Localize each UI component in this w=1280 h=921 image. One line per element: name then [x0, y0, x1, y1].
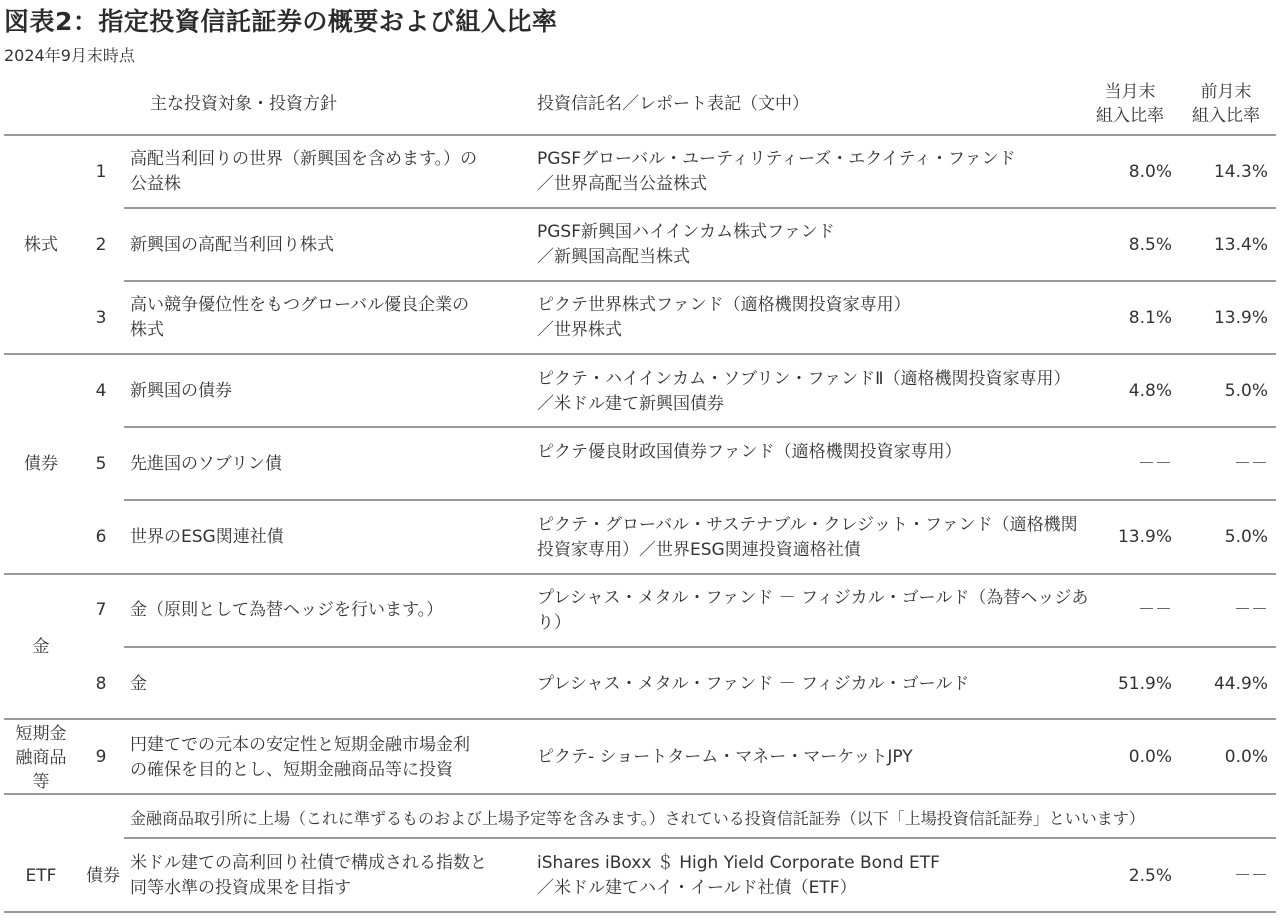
row-5-prev: －－ — [1234, 454, 1268, 474]
row-5-current: －－ — [1138, 454, 1172, 474]
row-7-prev: －－ — [1234, 600, 1268, 620]
row-9-prev: 0.0% — [1224, 747, 1268, 767]
row-2-fund-l2: ／新興国高配当株式 — [537, 247, 690, 267]
row-6-fund-l2: 投資家専用）／世界ESG関連投資適格社債 — [537, 540, 861, 560]
row-8-prev: 44.9% — [1213, 674, 1268, 694]
row-3-prev: 13.9% — [1213, 308, 1268, 328]
as-of-date: 2024年9月末時点 — [4, 46, 135, 65]
row-divider — [124, 207, 1276, 209]
row-4-no: 4 — [95, 381, 107, 401]
row-2-current: 8.5% — [1128, 235, 1172, 255]
row-2-target-l1: 新興国の高配当利回り株式 — [130, 235, 334, 255]
row-8-target-l1: 金 — [130, 674, 147, 694]
etf-fund-l1: iShares iBoxx ＄ High Yield Corporate Bond ETF — [537, 853, 940, 873]
row-4-prev: 5.0% — [1224, 381, 1268, 401]
row-5-fund-l1: ピクテ優良財政国債券ファンド（適格機関投資家専用） — [537, 442, 962, 462]
etf-fund-l2: ／米ドル建てハイ・イールド社債（ETF） — [537, 878, 857, 898]
table-bottom-border — [4, 911, 1276, 913]
row-9-no: 9 — [95, 747, 107, 767]
header-prev-l1: 前月末 — [1200, 82, 1252, 102]
group-bond: 債券 — [24, 454, 58, 474]
row-divider — [124, 646, 1276, 648]
row-6-target-l1: 世界のESG関連社債 — [130, 527, 284, 547]
etf-target-l2: 同等水準の投資成果を目指す — [130, 878, 351, 898]
row-4-fund-l1: ピクテ・ハイインカム・ソブリン・ファンドⅡ（適格機関投資家専用） — [537, 369, 1071, 389]
etf-current: 2.5% — [1128, 866, 1172, 886]
group-etf: ETF — [25, 866, 57, 886]
group-short-term: 短期金融商品等 — [15, 724, 67, 792]
row-1-no: 1 — [95, 162, 107, 182]
row-9-target-l1: 円建てでの元本の安定性と短期金融市場金利 — [130, 735, 470, 755]
etf-note: 金融商品取引所に上場（これに準ずるものおよび上場予定等を含みます。）されている投資信託証券（以下「上場投資信託証券」といいます） — [130, 809, 1145, 828]
row-4-current: 4.8% — [1128, 381, 1172, 401]
row-6-no: 6 — [95, 527, 107, 547]
group-etf-bond: 債券 — [86, 866, 120, 886]
row-8-no: 8 — [95, 674, 107, 694]
row-6-prev: 5.0% — [1224, 527, 1268, 547]
row-8-fund-l1: プレシャス・メタル・ファンド － フィジカル・ゴールド — [537, 674, 970, 694]
row-divider — [124, 426, 1276, 428]
page-title: 図表2：指定投資信託証券の概要および組入比率 — [4, 7, 558, 36]
etf-prev: －－ — [1234, 866, 1268, 886]
row-7-fund-l1: プレシャス・メタル・ファンド － フィジカル・ゴールド（為替ヘッジあ — [537, 588, 1089, 608]
header-divider — [4, 134, 1276, 136]
row-divider — [124, 837, 1276, 839]
row-3-fund-l2: ／世界株式 — [537, 320, 622, 340]
row-2-prev: 13.4% — [1213, 235, 1268, 255]
header-target: 主な投資対象・投資方針 — [150, 94, 337, 114]
row-7-fund-l2: り） — [537, 613, 571, 633]
group-divider — [4, 718, 1276, 720]
header-fund: 投資信託名／レポート表記（文中） — [537, 94, 809, 114]
row-3-current: 8.1% — [1128, 308, 1172, 328]
row-divider — [124, 280, 1276, 282]
row-divider — [124, 499, 1276, 501]
row-3-target-l2: 株式 — [130, 320, 164, 340]
group-gold: 金 — [32, 637, 50, 657]
row-3-target-l1: 高い競争優位性をもつグローバル優良企業の — [130, 295, 470, 315]
row-9-fund-l1: ピクテ‐ ショートターム・マネー・マーケットJPY — [537, 747, 913, 767]
row-5-no: 5 — [95, 454, 107, 474]
row-1-current: 8.0% — [1128, 162, 1172, 182]
group-divider — [4, 353, 1276, 355]
row-5-target-l1: 先進国のソブリン債 — [130, 454, 282, 474]
row-9-target-l2: の確保を目的とし、短期金融商品等に投資 — [130, 760, 453, 780]
row-8-current: 51.9% — [1117, 674, 1172, 694]
header-current-l2: 組入比率 — [1096, 106, 1164, 126]
row-1-fund-l2: ／世界高配当公益株式 — [537, 174, 707, 194]
row-4-target-l1: 新興国の債券 — [130, 381, 232, 401]
row-7-current: －－ — [1138, 600, 1172, 620]
row-7-no: 7 — [95, 600, 107, 620]
row-7-target-l1: 金（原則として為替ヘッジを行います。） — [130, 600, 444, 620]
group-stock: 株式 — [24, 235, 58, 255]
row-6-current: 13.9% — [1117, 527, 1172, 547]
row-1-fund-l1: PGSFグローバル・ユーティリティーズ・エクイティ・ファンド — [537, 149, 1016, 169]
group-divider — [4, 573, 1276, 575]
group-divider — [4, 793, 1276, 795]
row-3-fund-l1: ピクテ世界株式ファンド（適格機関投資家専用） — [537, 295, 911, 315]
row-1-target-l2: 公益株 — [130, 174, 181, 194]
etf-target-l1: 米ドル建ての高利回り社債で構成される指数と — [130, 853, 487, 873]
row-2-no: 2 — [95, 235, 107, 255]
header-prev-l2: 組入比率 — [1192, 106, 1260, 126]
row-3-no: 3 — [95, 308, 107, 328]
row-1-prev: 14.3% — [1213, 162, 1268, 182]
row-1-target-l1: 高配当利回りの世界（新興国を含めます。）の — [130, 149, 478, 169]
row-4-fund-l2: ／米ドル建て新興国債券 — [537, 394, 724, 414]
row-9-current: 0.0% — [1128, 747, 1172, 767]
header-current-l1: 当月末 — [1104, 82, 1156, 102]
row-6-fund-l1: ピクテ・グローバル・サステナブル・クレジット・ファンド（適格機関 — [537, 515, 1078, 535]
row-2-fund-l1: PGSF新興国ハイインカム株式ファンド — [537, 222, 835, 242]
